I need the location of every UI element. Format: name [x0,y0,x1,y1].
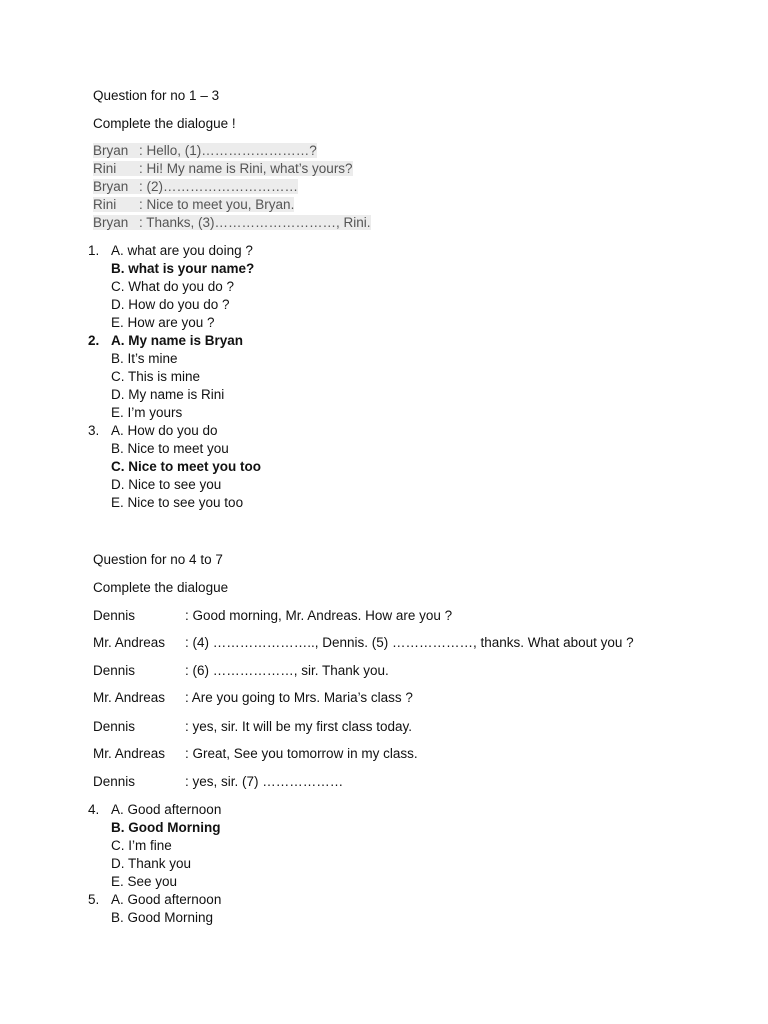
list-item: C. This is mine [111,369,201,384]
list-item: D. Thank you [111,856,192,871]
list-item: E. I’m yours [111,405,183,420]
list-item: 5. A. Good afternoon [88,892,222,907]
list-item: 4. A. Good afternoon [88,802,222,817]
list-item: C. I’m fine [111,838,172,853]
list-item: D. How do you do ? [111,297,230,312]
dialogue-line: Rini : Nice to meet you, Bryan. [93,197,295,212]
question-list-1 [88,242,688,512]
dialogue-1 [93,142,371,232]
section1-heading: Question for no 1 – 3 [93,88,220,103]
list-item: 1. A. what are you doing ? [88,243,253,258]
section2-heading: Question for no 4 to 7 [93,552,223,567]
list-item: D. My name is Rini [111,387,225,402]
list-item [88,458,688,476]
list-item [88,260,688,278]
dialogue-line: Bryan : Thanks, (3)………………………, Rini. [93,215,371,230]
answer-option: A. My name is Bryan [111,333,244,348]
list-item: D. Nice to see you [111,477,222,492]
list-item: C. What do you do ? [111,279,235,294]
question-list-2 [88,801,688,927]
dialogue-line: Bryan : Hello, (1)……………………? [93,143,317,158]
answer-option: B. Good Morning [111,820,221,835]
list-item: E. See you [111,874,178,889]
section1-instruction: Complete the dialogue ! [93,116,236,131]
list-item: B. Good Morning [111,910,214,925]
dialogue-line: Bryan : (2)………………………… [93,179,299,194]
section2-instruction: Complete the dialogue [93,580,229,595]
list-item: E. Nice to see you too [111,495,244,510]
answer-option: C. Nice to meet you too [111,459,262,474]
dialogue-line: Rini : Hi! My name is Rini, what’s yours? [93,161,353,176]
list-item: E. How are you ? [111,315,215,330]
list-item [88,819,688,837]
list-item: 3. A. How do you do [88,423,218,438]
worksheet-page: Question for no 1 – 3 Complete the dialogue ! Bryan : Hello, (1)……………………? Rini : Hi! My name is Rini, what’s yours? Bryan : (2)………………………… Rini : Nice to meet you, Bryan. Bryan : Thanks, (3)………………………, Rini. 1. A. what are you doing ? B. what is your name? C. What do you do ? D. How do you do ? E. How are you ? 2. A. My name is Bryan B. It’s mine C. This is mine D. My name is Rini E. I’m yours 3. A. How do you do B. Nice to meet you C. Nice to meet you too D. Nice to see you E. Nice to see you too Question for no 4 to 7 Complete the dialogue Dennis : Good morning, Mr. Andreas. How are you ? Mr. Andreas : (4) ………………….., Dennis. (5) ………………, thanks. What about you ? Dennis : (6) ………………, sir. Thank you. Mr. Andreas : Are you going to Mrs. Maria’s class ? Dennis : yes, sir. It will be my first class today. Mr. Andreas : Great, See you tomorrow in my class. Dennis : yes, sir. (7) ……………… 4. A. Good afternoon B. Good Morning C. I’m fine D. Thank you E. See you 5. A. Good afternoon B. Good Morning [0,0,768,1024]
list-item: B. It’s mine [111,351,178,366]
answer-option: B. what is your name? [111,261,255,276]
list-item: 2. A. My name is Bryan [88,333,244,348]
list-item: B. Nice to meet you [111,441,229,456]
